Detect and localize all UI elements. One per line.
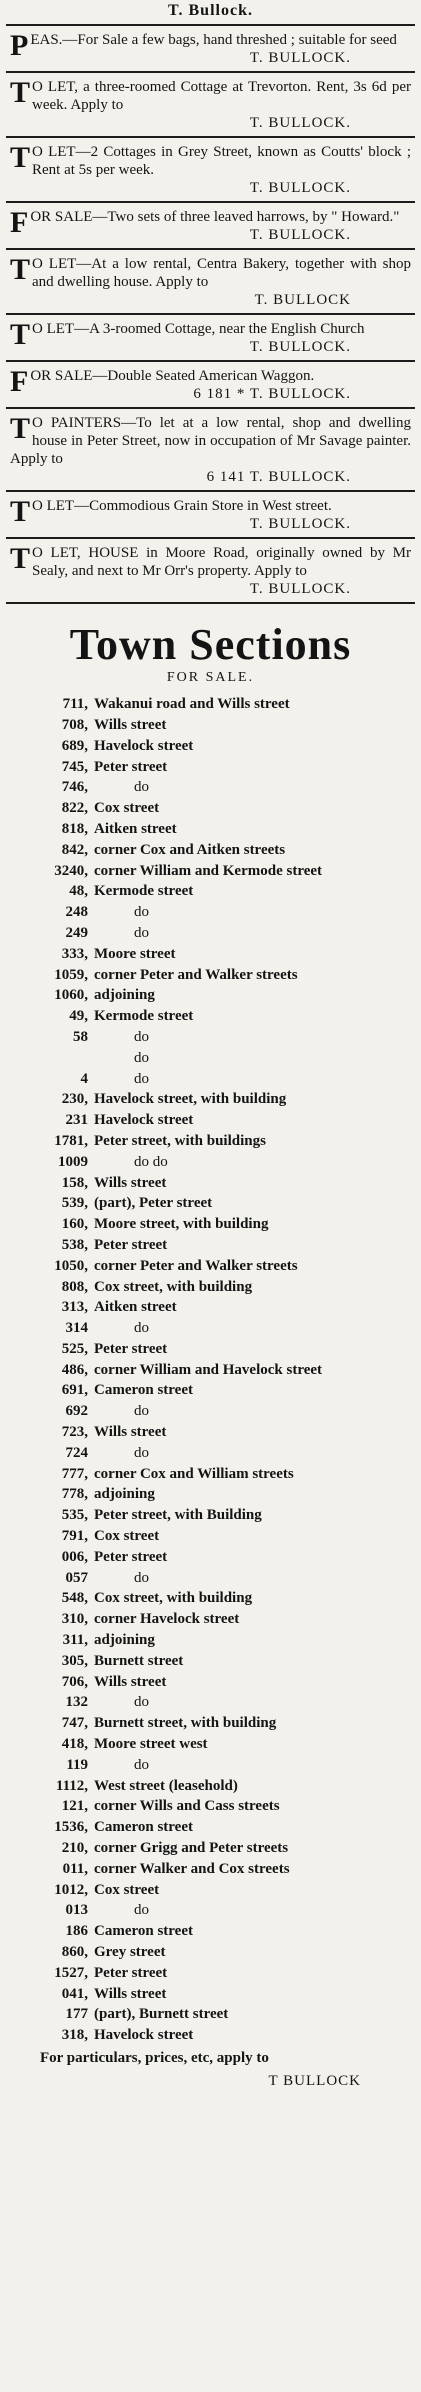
section-row	[30, 1277, 411, 1298]
ad-text: TO LET—2 Cottages in Grey Street, known as Coutts' block ; Rent at 5s per week.	[10, 141, 411, 178]
classified-ad	[0, 362, 421, 407]
section-number: 525,	[61, 1340, 88, 1357]
section-number: 249	[65, 924, 88, 941]
section-description: do	[134, 1444, 149, 1461]
section-row	[30, 1651, 411, 1672]
section-number: 706,	[61, 1673, 88, 1690]
section-row	[30, 1089, 411, 1110]
classified-ad	[0, 409, 421, 490]
ad-text: TO LET, a three-roomed Cottage at Trevorton. Rent, 3s 6d per week. Apply to	[10, 76, 411, 113]
section-description: corner William and Kermode street	[94, 862, 323, 879]
section-number: 057	[65, 1569, 88, 1586]
section-number: 548,	[61, 1590, 88, 1607]
section-row	[30, 1214, 411, 1235]
section-number: 230,	[61, 1091, 88, 1108]
section-description: Havelock street	[94, 737, 194, 754]
section-row	[30, 1235, 411, 1256]
section-description: Wills street	[94, 1424, 167, 1441]
section-description: corner Peter and Walker streets	[94, 1257, 298, 1274]
section-description: corner Walker and Cox streets	[94, 1860, 290, 1877]
ad-signature: 6 181 * T. BULLOCK.	[193, 386, 351, 402]
section-row	[30, 902, 411, 923]
section-description: corner William and Havelock street	[94, 1361, 323, 1378]
section-number: 1050,	[54, 1257, 88, 1274]
section-row	[30, 944, 411, 965]
section-number: 1060,	[54, 987, 88, 1004]
section-description: Grey street	[94, 1944, 166, 1960]
section-description: Kermode street	[94, 1008, 194, 1025]
section-row	[30, 1193, 411, 1214]
classified-ads	[0, 24, 421, 602]
section-description: corner Cox and William streets	[94, 1465, 294, 1482]
section-number: 1781,	[54, 1132, 88, 1149]
section-description: Havelock street, with building	[94, 1091, 287, 1108]
section-description: Cameron street	[94, 1382, 193, 1399]
section-description: Burnett street	[94, 1652, 184, 1669]
section-number: 248	[65, 904, 88, 921]
section-number: 778,	[61, 1486, 88, 1503]
classified-ad	[0, 138, 421, 201]
section-row	[30, 1838, 411, 1859]
section-row	[30, 1505, 411, 1526]
section-row	[30, 736, 411, 757]
section-description: do	[134, 1902, 149, 1919]
ad-signature: T. BULLOCK.	[249, 50, 351, 66]
section-description: do	[134, 779, 149, 796]
section-description: Wakanui road and Wills street	[94, 696, 290, 713]
section-description: adjoining	[94, 1632, 155, 1649]
section-number: 158,	[61, 1174, 88, 1191]
section-description: do	[134, 1756, 149, 1773]
ad-signature: T. BULLOCK.	[249, 516, 351, 532]
ad-text: TO LET, HOUSE in Moore Road, originally owned by Mr Sealy, and next to Mr Orr's property. Apply to	[10, 542, 411, 579]
classified-ad	[0, 539, 421, 602]
classified-ad	[0, 315, 421, 360]
section-row	[30, 1318, 411, 1339]
section-number: 210,	[61, 1840, 88, 1857]
section-description: do	[134, 1694, 149, 1711]
divider	[6, 602, 415, 604]
section-description: Kermode street	[94, 883, 194, 900]
section-description: adjoining	[94, 987, 155, 1004]
section-row	[30, 1443, 411, 1464]
section-row	[30, 1526, 411, 1547]
section-description: Peter street	[94, 1964, 168, 1981]
section-description: Cox street, with building	[94, 1278, 253, 1295]
section-number: 777,	[61, 1465, 88, 1482]
section-row	[30, 1755, 411, 1776]
section-description: corner Grigg and Peter streets	[94, 1840, 289, 1857]
section-row	[30, 1900, 411, 1921]
section-number: 692	[65, 1403, 88, 1420]
section-description: (part), Burnett street	[94, 2006, 229, 2023]
section-description: corner Wills and Cass streets	[94, 1798, 280, 1815]
section-description: Cameron street	[94, 1923, 193, 1940]
section-row	[30, 1006, 411, 1027]
section-row	[30, 1880, 411, 1901]
section-row	[30, 1027, 411, 1048]
section-number: 177	[65, 2006, 88, 2023]
section-row	[30, 923, 411, 944]
section-row	[30, 861, 411, 882]
section-number: 691,	[61, 1382, 88, 1399]
section-description: Peter street, with Building	[94, 1507, 262, 1524]
ad-text: TO LET—Commodious Grain Store in West street.	[10, 495, 332, 528]
sections-subheading: FOR SALE.	[166, 670, 255, 686]
sections-footer-signature: T BULLOCK	[268, 2072, 361, 2089]
sections-footer: For particulars, prices, etc, apply to	[40, 2049, 269, 2066]
section-description: Cox street	[94, 1881, 160, 1898]
section-description: Moore street	[94, 945, 176, 962]
section-row	[30, 1360, 411, 1381]
section-row	[30, 798, 411, 819]
section-row	[30, 819, 411, 840]
section-number: 58	[73, 1028, 88, 1045]
section-description: do	[134, 1070, 149, 1087]
section-row	[30, 1339, 411, 1360]
section-description: Peter street	[94, 1548, 168, 1565]
section-number: 121,	[61, 1798, 88, 1815]
section-row	[30, 1173, 411, 1194]
section-number: 49,	[69, 1008, 88, 1025]
section-number: 318,	[61, 2027, 88, 2044]
section-number: 006,	[61, 1548, 88, 1565]
section-number: 041,	[61, 1985, 88, 2002]
section-number: 1009	[58, 1153, 88, 1170]
section-description: do	[134, 1320, 149, 1337]
section-row	[30, 777, 411, 798]
section-number: 822,	[61, 800, 88, 817]
section-number: 311,	[62, 1632, 88, 1649]
section-number: 539,	[61, 1195, 88, 1212]
section-description: do	[134, 1049, 149, 1066]
ad-signature: T. BULLOCK.	[249, 115, 351, 131]
section-description: corner Cox and Aitken streets	[94, 841, 286, 858]
ad-text: PEAS.—For Sale a few bags, hand threshed ; suitable for seed	[10, 29, 397, 62]
sections-heading: Town Sections	[69, 620, 352, 669]
section-row	[30, 1069, 411, 1090]
section-number: 1536,	[54, 1819, 88, 1836]
section-row	[30, 1297, 411, 1318]
section-row	[30, 757, 411, 778]
section-number: 747,	[61, 1715, 88, 1732]
section-description: do do	[134, 1153, 168, 1170]
section-number: 791,	[61, 1528, 88, 1545]
section-number: 186	[65, 1923, 88, 1940]
section-number: 4	[80, 1070, 88, 1087]
section-row	[30, 1963, 411, 1984]
section-description: Peter street, with buildings	[94, 1132, 266, 1149]
section-number: 310,	[61, 1611, 88, 1628]
section-description: Moore street west	[94, 1736, 208, 1753]
section-description: (part), Peter street	[94, 1195, 213, 1212]
classified-ad	[0, 492, 421, 537]
section-description: Wills street	[94, 1673, 167, 1690]
section-description: Peter street	[94, 1236, 168, 1253]
sections-list	[0, 694, 421, 2046]
section-description: Peter street	[94, 758, 168, 775]
section-row	[30, 1568, 411, 1589]
section-number: 723,	[61, 1424, 88, 1441]
section-description: do	[134, 924, 149, 941]
classified-ad	[0, 73, 421, 136]
section-row	[30, 1692, 411, 1713]
ad-signature: T. BULLOCK	[254, 292, 351, 308]
section-number	[30, 1048, 94, 1069]
section-description: Havelock street	[94, 2027, 194, 2044]
section-number: 808,	[61, 1278, 88, 1295]
section-number: 3240,	[54, 862, 88, 879]
section-description: do	[134, 1569, 149, 1586]
section-row	[30, 1588, 411, 1609]
section-description: Cox street, with building	[94, 1590, 253, 1607]
section-number: 860,	[61, 1944, 88, 1960]
section-row	[30, 1401, 411, 1422]
section-number: 724	[65, 1444, 88, 1461]
section-number: 1112,	[55, 1777, 88, 1794]
ad-text: FOR SALE—Two sets of three leaved harrows, by " Howard."	[10, 206, 400, 239]
section-number: 708,	[61, 716, 88, 733]
section-row	[30, 1734, 411, 1755]
section-number: 1527,	[54, 1964, 88, 1981]
classified-ad	[0, 26, 421, 71]
section-row	[30, 715, 411, 736]
section-description: corner Havelock street	[94, 1611, 240, 1628]
top-signature: T. Bullock.	[168, 2, 253, 19]
section-row	[30, 1796, 411, 1817]
section-row	[30, 1859, 411, 1880]
section-description: corner Peter and Walker streets	[94, 966, 298, 983]
section-description: adjoining	[94, 1486, 155, 1503]
section-row	[30, 1942, 411, 1963]
section-row	[30, 965, 411, 986]
section-row	[30, 1131, 411, 1152]
section-row	[30, 840, 411, 861]
section-row	[30, 1630, 411, 1651]
section-row	[30, 1921, 411, 1942]
ad-signature: T. BULLOCK.	[249, 581, 351, 597]
section-description: Peter street	[94, 1340, 168, 1357]
section-row	[30, 1984, 411, 2005]
section-row	[30, 1422, 411, 1443]
section-number: 313,	[61, 1299, 88, 1316]
section-description: Havelock street	[94, 1112, 194, 1129]
section-description: Aitken street	[94, 820, 177, 837]
section-description: Wills street	[94, 1174, 167, 1191]
section-number: 305,	[61, 1652, 88, 1669]
section-row	[30, 1672, 411, 1693]
section-row	[30, 1484, 411, 1505]
section-row	[30, 985, 411, 1006]
section-row	[30, 2025, 411, 2046]
section-description: Wills street	[94, 1985, 167, 2002]
section-row	[30, 1110, 411, 1131]
section-row	[30, 694, 411, 715]
section-number: 333,	[61, 945, 88, 962]
section-description: West street (leasehold)	[94, 1777, 238, 1794]
section-description: Aitken street	[94, 1299, 177, 1316]
section-row	[30, 1256, 411, 1277]
section-description: do	[134, 1403, 149, 1420]
section-description: Moore street, with building	[94, 1216, 269, 1233]
section-number: 418,	[61, 1736, 88, 1753]
section-number: 119	[66, 1756, 88, 1773]
section-number: 538,	[61, 1236, 88, 1253]
section-number: 689,	[61, 737, 88, 754]
section-description: Cox street	[94, 1528, 160, 1545]
section-description: do	[134, 904, 149, 921]
ad-signature: T. BULLOCK.	[249, 180, 351, 196]
section-number: 013	[65, 1902, 88, 1919]
section-number: 842,	[61, 841, 88, 858]
section-number: 231	[65, 1112, 88, 1129]
ad-text: TO LET—A 3-roomed Cottage, near the English Church	[10, 318, 365, 351]
section-description: Wills street	[94, 716, 167, 733]
section-number: 746,	[61, 779, 88, 796]
section-row	[30, 1048, 411, 1069]
section-row	[30, 1547, 411, 1568]
section-number: 160,	[61, 1216, 88, 1233]
section-row	[30, 1817, 411, 1838]
ad-signature: 6 141 T. BULLOCK.	[206, 469, 351, 485]
section-row	[30, 1713, 411, 1734]
section-number: 314	[65, 1320, 88, 1337]
section-number: 48,	[69, 883, 88, 900]
ad-text: FOR SALE—Double Seated American Waggon.	[10, 365, 315, 398]
section-row	[30, 1152, 411, 1173]
section-description: Cameron street	[94, 1819, 193, 1836]
classified-ad	[0, 250, 421, 313]
section-number: 011,	[62, 1860, 88, 1877]
section-number: 711,	[62, 696, 88, 713]
section-description: Burnett street, with building	[94, 1715, 277, 1732]
section-description: do	[134, 1028, 149, 1045]
ad-text: TO LET—At a low rental, Centra Bakery, together with shop and dwelling house. Apply to	[10, 253, 411, 290]
section-number: 535,	[61, 1507, 88, 1524]
section-row	[30, 2004, 411, 2025]
section-description: Cox street	[94, 800, 160, 817]
section-row	[30, 1380, 411, 1401]
ad-signature: T. BULLOCK.	[249, 339, 351, 355]
section-number: 132	[65, 1694, 88, 1711]
section-row	[30, 1609, 411, 1630]
ad-text: TO PAINTERS—To let at a low rental, shop and dwelling house in Peter Street, now in occupation of Mr Savage painter. Apply to	[10, 412, 411, 467]
section-row	[30, 1464, 411, 1485]
section-number: 1059,	[54, 966, 88, 983]
section-number: 486,	[61, 1361, 88, 1378]
section-number: 1012,	[54, 1881, 88, 1898]
section-number: 745,	[61, 758, 88, 775]
section-row	[30, 1776, 411, 1797]
section-row	[30, 881, 411, 902]
ad-signature: T. BULLOCK.	[249, 227, 351, 243]
classified-ad	[0, 203, 421, 248]
section-number: 818,	[61, 820, 88, 837]
